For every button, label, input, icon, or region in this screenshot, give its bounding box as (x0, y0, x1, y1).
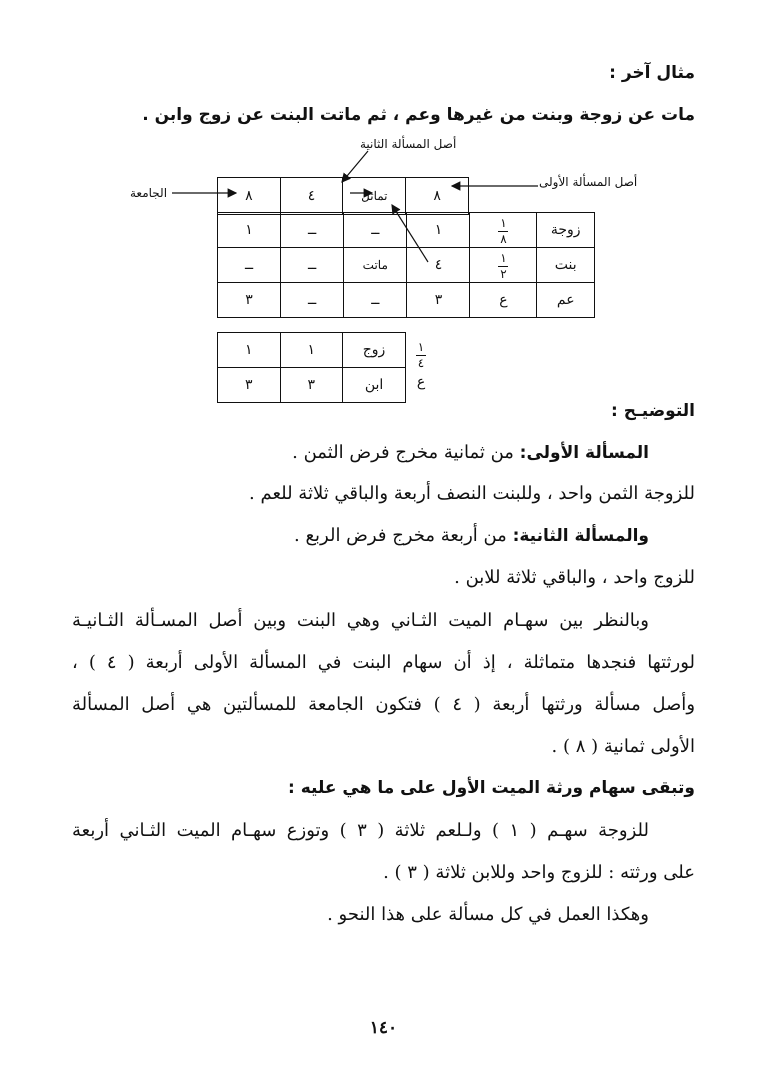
example-heading: مثال آخر : (609, 63, 695, 83)
total-cell: ١ (218, 333, 281, 368)
fraction-denominator: ٢ (500, 266, 507, 281)
second-cell: ماتت (344, 248, 407, 283)
explanation-line-3 (294, 523, 649, 549)
label-combined: الجامعة (130, 186, 168, 200)
fraction-numerator: ١ (417, 340, 425, 354)
share-cell: ١ (280, 333, 343, 368)
share-cell: ١ (407, 213, 470, 248)
equal-cell (343, 178, 406, 215)
header-row-table (217, 177, 469, 215)
fraction-cell: ع (470, 283, 537, 318)
heir-cell: عم (537, 283, 595, 318)
problem-statement: مات عن زوجة وبنت من غيرها وعم ، ثم ماتت البنت عن زوج وابن . (142, 105, 695, 125)
first-problem-text: من ثمانية مخرج فرض الثمن . (292, 442, 520, 463)
paragraph2-line-2: على ورثته : للزوج واحد وللابن ثلاثة ( ٣ ) . (383, 862, 695, 883)
heir-cell: بنت (537, 248, 595, 283)
first-base-cell: ٨ (406, 178, 469, 215)
label-first-origin: أصل المسألة الأولى (539, 175, 638, 189)
second-share-cell: ــ (281, 283, 344, 318)
fraction-cell (470, 248, 537, 283)
total-cell: ٣ (218, 283, 281, 318)
table-row (218, 283, 595, 318)
heir-cell: زوج (343, 333, 406, 368)
paragraph2-line-1: للزوجة سهـم ( ١ ) ولـلعم ثلاثة ( ٣ ) وتوزع سهـام الميت الثـاني أربعة (72, 820, 650, 841)
table-row (218, 248, 595, 283)
second-problem-fraction-son: ع (416, 374, 426, 390)
heir-cell: زوجة (537, 213, 595, 248)
table-row (218, 333, 406, 368)
second-cell: ــ (344, 283, 407, 318)
table-row (218, 213, 595, 248)
total-cell: ١ (218, 213, 281, 248)
label-second-origin: أصل المسألة الثانية (360, 137, 457, 151)
paragraph-line-1: وبالنظر بين سهـام الميت الثـاني وهي البنت وبين أصل المسـألة الثـانيـة (72, 610, 649, 631)
explanation-line-1 (292, 440, 649, 466)
combined-cell: ٨ (218, 178, 281, 215)
explanation-line-4: للزوج واحد ، والباقي ثلاثة للابن . (454, 567, 695, 588)
share-cell: ٣ (280, 368, 343, 403)
second-problem-text: من أربعة مخرج فرض الربع . (294, 525, 513, 546)
table-row (218, 368, 406, 403)
fraction-numerator: ١ (500, 250, 507, 265)
second-problem-table (217, 332, 406, 403)
total-cell: ــ (218, 248, 281, 283)
second-share-cell: ــ (281, 248, 344, 283)
equal-label: تماثل (361, 189, 388, 203)
paragraph-line-3: وأصل مسألة ورثتها أربعة ( ٤ ) فتكون الجامعة للمسألتين هي أصل المسألة (72, 694, 696, 715)
second-share-cell: ــ (281, 213, 344, 248)
share-cell: ٣ (407, 283, 470, 318)
fraction-cell (470, 213, 537, 248)
first-problem-table (217, 212, 595, 318)
explanation-title: التوضيـح : (611, 401, 695, 421)
paragraph-line-2: لورثتها فنجدها متماثلة ، إذ أن سهام البنت في المسألة الأولى أربعة ( ٤ ) ، (72, 652, 695, 673)
page-number: ١٤٠ (369, 1018, 398, 1038)
second-cell: ــ (344, 213, 407, 248)
paragraph-line-4: الأولى ثمانية ( ٨ ) . (551, 736, 695, 757)
second-problem-label: والمسألة الثانية: (512, 526, 649, 546)
first-problem-label: المسألة الأولى: (519, 443, 649, 463)
fraction-denominator: ٨ (500, 231, 507, 246)
total-cell: ٣ (218, 368, 281, 403)
fraction-numerator: ١ (500, 215, 507, 230)
explanation-line-2: للزوجة الثمن واحد ، وللبنت النصف أربعة والباقي ثلاثة للعم . (249, 483, 695, 504)
paragraph2-line-3: وهكذا العمل في كل مسألة على هذا النحو . (327, 904, 649, 925)
heir-cell: ابن (343, 368, 406, 403)
second-base-cell: ٤ (280, 178, 343, 215)
fraction-denominator: ٤ (417, 356, 425, 370)
subheading: وتبقى سهام ورثة الميت الأول على ما هي عليه : (287, 778, 695, 798)
share-cell: ٤ (407, 248, 470, 283)
second-problem-fraction-husband (408, 340, 434, 370)
